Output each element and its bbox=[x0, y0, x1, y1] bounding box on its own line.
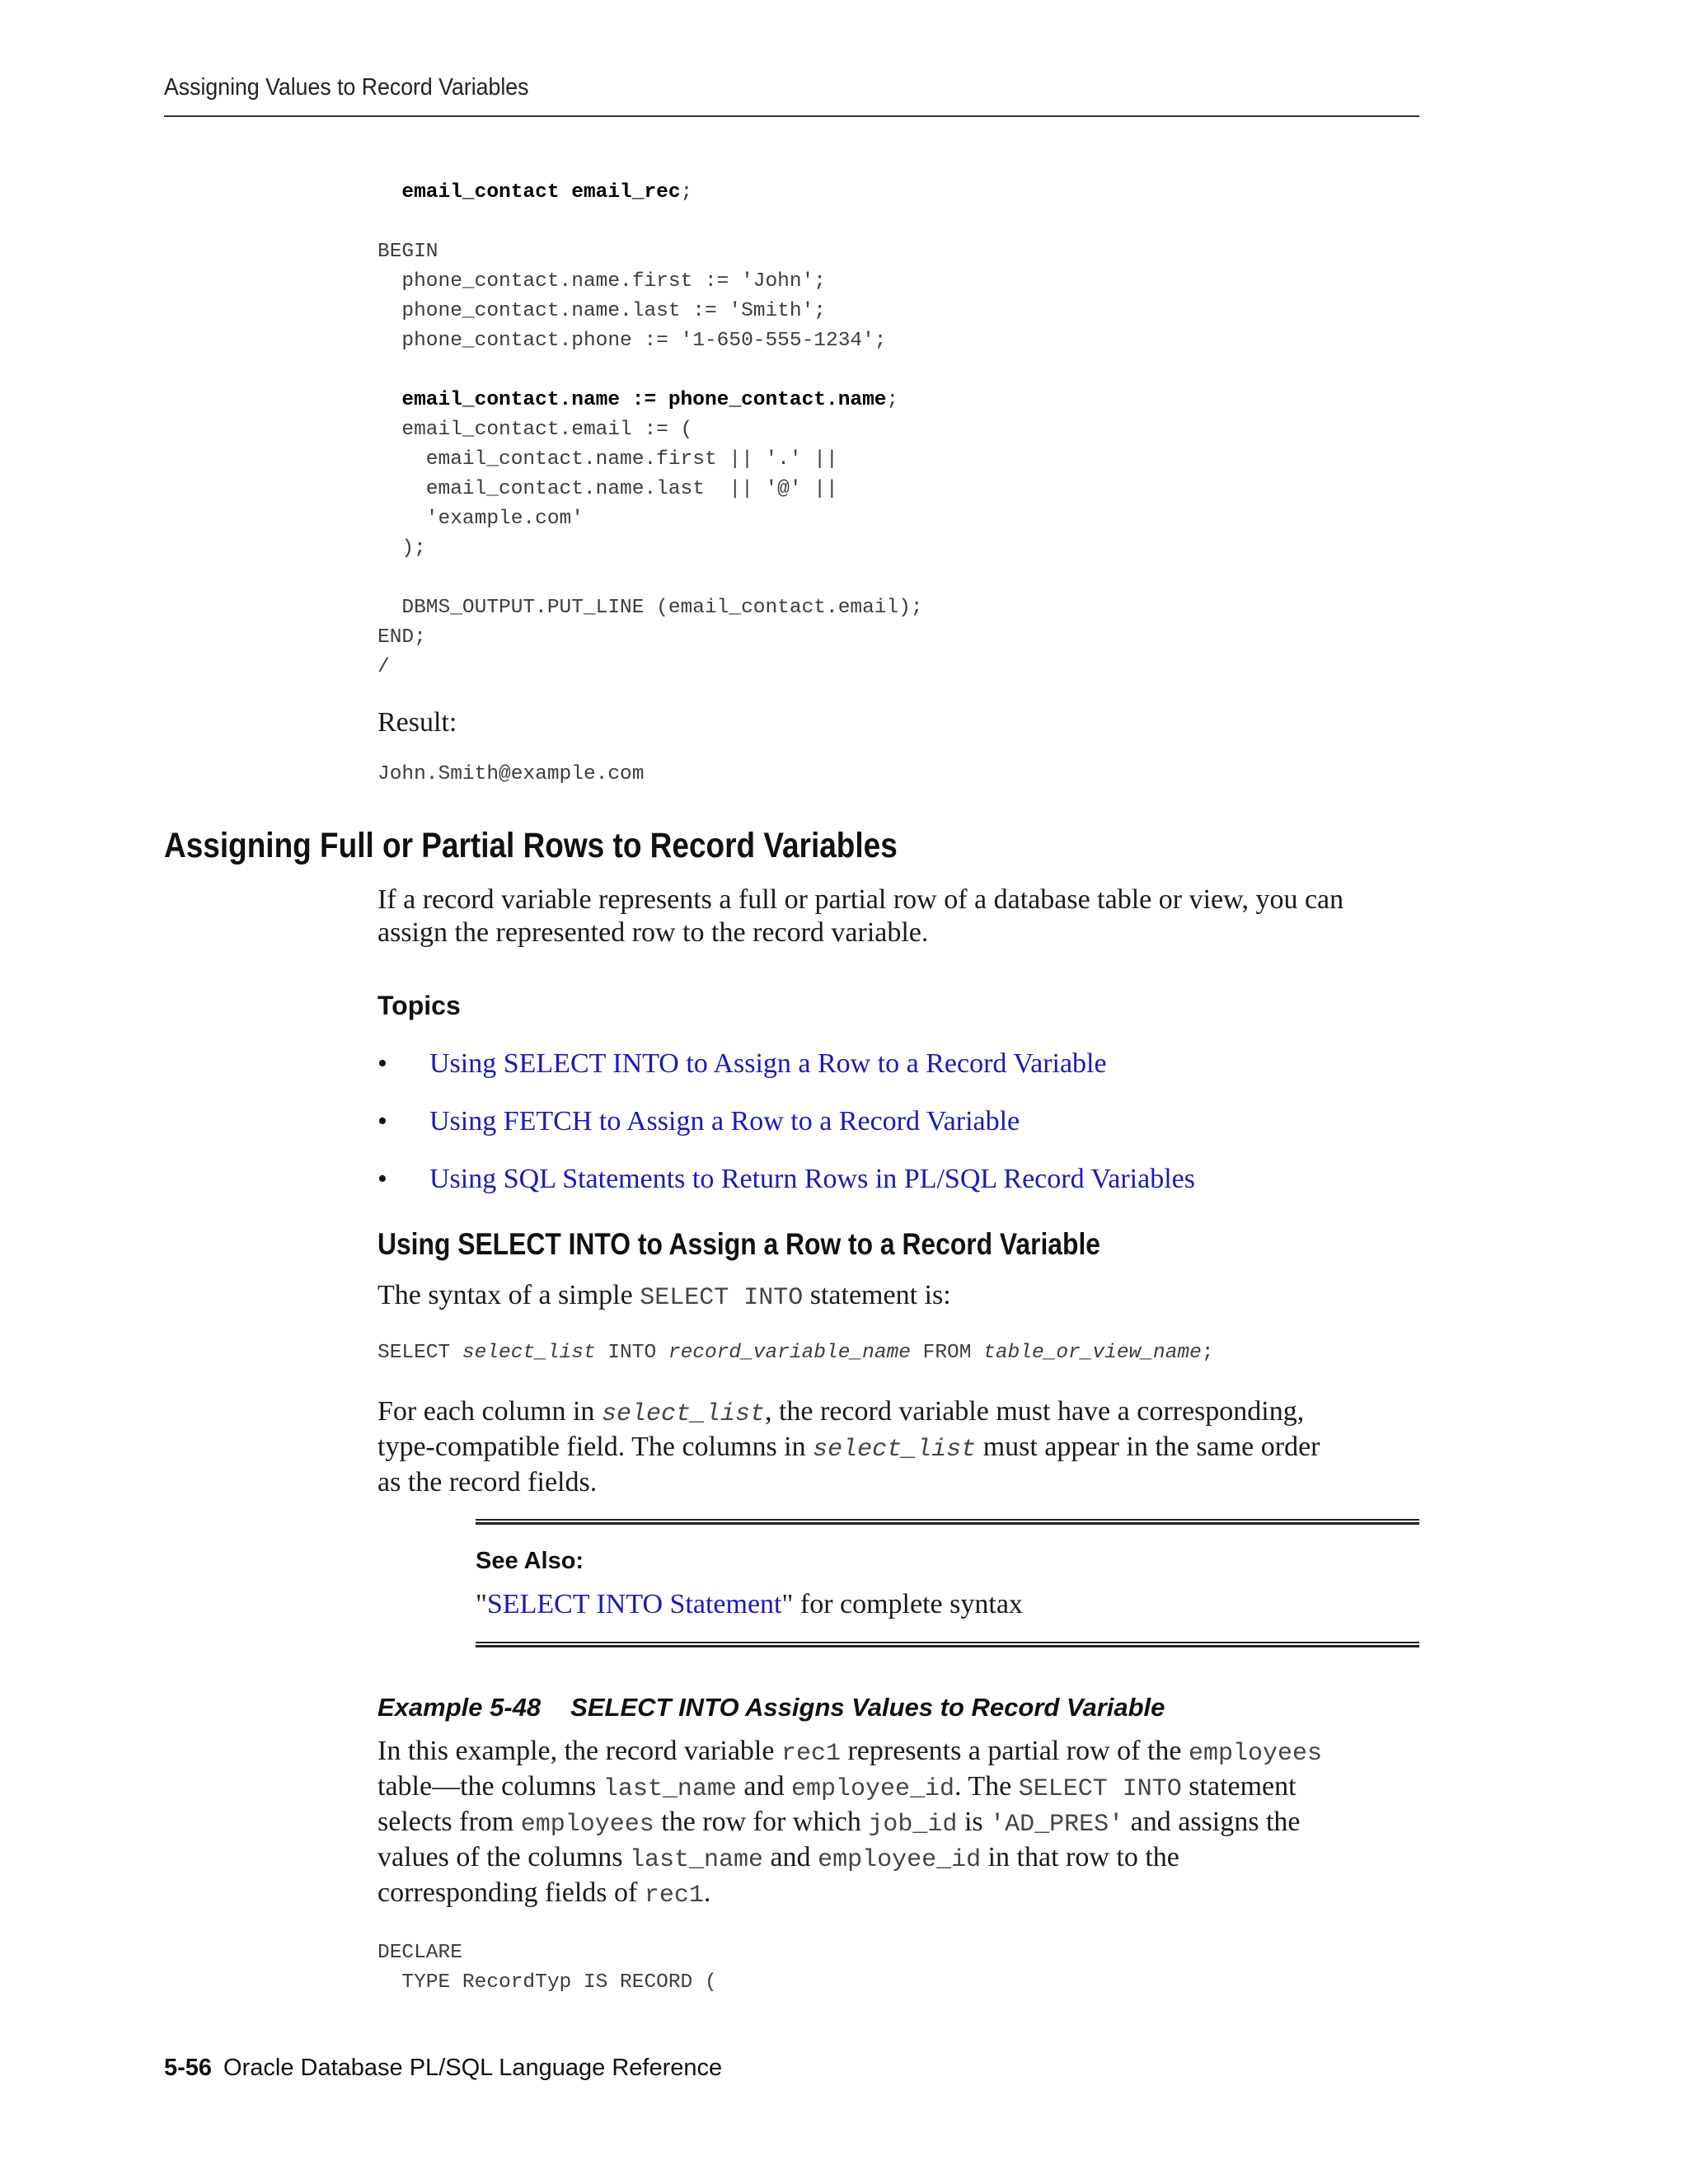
code-line: BEGIN bbox=[377, 241, 438, 263]
ex-l2-b: and bbox=[736, 1771, 791, 1802]
code-line-suffix: ; bbox=[886, 389, 899, 411]
running-header: Assigning Values to Record Variables bbox=[164, 74, 529, 101]
ex-code-employees-2: employees bbox=[520, 1811, 654, 1839]
intro-line-2: assign the represented row to the record variable. bbox=[377, 917, 929, 948]
see-also-text bbox=[476, 1589, 1023, 1620]
ex-code-rec1-2: rec1 bbox=[644, 1882, 704, 1910]
ex-l4-b: and bbox=[762, 1842, 818, 1872]
p1-e: as the record fields. bbox=[377, 1467, 598, 1497]
book-title: Oracle Database PL/SQL Language Reference bbox=[223, 2055, 723, 2081]
bullet-2: • bbox=[377, 1106, 387, 1137]
bullet-3: • bbox=[377, 1164, 387, 1194]
example-title bbox=[377, 1693, 1165, 1722]
ex-code-job-id: job_id bbox=[868, 1811, 958, 1839]
example-code-block bbox=[377, 1938, 717, 1998]
code-line: phone_contact.name.last := 'Smith'; bbox=[377, 300, 826, 322]
p1-code-select-list: select_list bbox=[601, 1400, 765, 1428]
code-line: email_contact.name := phone_contact.name bbox=[377, 389, 887, 411]
syntax-intro-code: SELECT INTO bbox=[640, 1284, 804, 1312]
result-output: John.Smith@example.com bbox=[377, 763, 645, 785]
code-line: END; bbox=[377, 626, 426, 649]
example-description bbox=[377, 1735, 1424, 1912]
ex-code-select-into: SELECT INTO bbox=[1018, 1775, 1182, 1803]
see-also-link-select-into-statement[interactable]: SELECT INTO Statement bbox=[486, 1589, 782, 1619]
ex-l2-c: . The bbox=[954, 1771, 1019, 1802]
code-line: phone_contact.name.first := 'John'; bbox=[377, 270, 826, 293]
see-also-quote: " bbox=[476, 1589, 487, 1619]
ex-l2-d: statement bbox=[1181, 1771, 1296, 1802]
p1-code-select-list-2: select_list bbox=[813, 1436, 977, 1464]
example-code-line-1: DECLARE bbox=[377, 1942, 462, 1964]
syntax-arg-select-list: select_list bbox=[462, 1342, 596, 1364]
section-heading: Assigning Full or Partial Rows to Record Variables bbox=[164, 826, 898, 865]
ex-l2-a: table—the columns bbox=[377, 1771, 603, 1802]
example-code-line-2: TYPE RecordTyp IS RECORD ( bbox=[377, 1971, 717, 1994]
see-also-top-rule bbox=[476, 1519, 1419, 1525]
p1-a: For each column in bbox=[377, 1396, 602, 1427]
ex-code-ad-pres: 'AD_PRES' bbox=[990, 1811, 1124, 1839]
see-also-rest: " for complete syntax bbox=[781, 1589, 1023, 1619]
syntax-arg-record-var: record_variable_name bbox=[668, 1342, 911, 1364]
section-intro bbox=[377, 883, 1424, 949]
p1-d: must appear in the same order bbox=[976, 1432, 1320, 1462]
ex-code-last-name-2: last_name bbox=[629, 1846, 763, 1874]
syntax-kw-select: SELECT bbox=[377, 1342, 462, 1364]
syntax-line bbox=[377, 1338, 1214, 1368]
syntax-intro bbox=[377, 1279, 1424, 1315]
ex-l4-a: values of the columns bbox=[377, 1842, 630, 1872]
ex-l3-b: the row for which bbox=[654, 1807, 869, 1837]
example-number: Example 5-48 bbox=[377, 1693, 542, 1722]
code-line: 'example.com' bbox=[377, 508, 584, 530]
ex-l1-a: In this example, the record variable bbox=[377, 1736, 781, 1766]
code-line: ); bbox=[377, 537, 426, 560]
select-list-paragraph bbox=[377, 1395, 1424, 1499]
see-also-bottom-rule bbox=[476, 1642, 1419, 1647]
code-line: phone_contact.phone := '1-650-555-1234'; bbox=[377, 330, 887, 352]
code-line: email_contact.name.last || '@' || bbox=[377, 478, 838, 500]
code-line: DBMS_OUTPUT.PUT_LINE (email_contact.email); bbox=[377, 597, 923, 619]
code-block-top bbox=[377, 178, 923, 682]
code-line: email_contact.name.first || '.' || bbox=[377, 448, 838, 471]
topic-link-fetch[interactable]: Using FETCH to Assign a Row to a Record Variable bbox=[429, 1106, 1020, 1137]
code-line: email_contact.email := ( bbox=[377, 419, 693, 441]
ex-code-rec1: rec1 bbox=[781, 1740, 841, 1768]
see-also-label: See Also: bbox=[476, 1548, 584, 1574]
ex-code-employee-id-2: employee_id bbox=[818, 1846, 982, 1874]
result-label: Result: bbox=[377, 707, 457, 738]
syntax-kw-into: INTO bbox=[595, 1342, 668, 1364]
topic-link-select-into[interactable]: Using SELECT INTO to Assign a Row to a Record Variable bbox=[429, 1048, 1107, 1079]
syntax-semicolon: ; bbox=[1201, 1342, 1214, 1364]
ex-l3-a: selects from bbox=[377, 1807, 521, 1837]
subsection-heading: Using SELECT INTO to Assign a Row to a Record Variable bbox=[377, 1227, 1100, 1261]
topic-link-sql-statements[interactable]: Using SQL Statements to Return Rows in PL/SQL Record Variables bbox=[429, 1164, 1195, 1194]
ex-l3-c: is bbox=[957, 1807, 991, 1837]
intro-line-1: If a record variable represents a full or partial row of a database table or view, you can bbox=[377, 884, 1344, 915]
bullet-1: • bbox=[377, 1048, 387, 1079]
header-rule bbox=[164, 115, 1419, 117]
ex-code-last-name: last_name bbox=[603, 1775, 737, 1803]
p1-b: , the record variable must have a corresponding, bbox=[764, 1396, 1305, 1427]
ex-l4-c: in that row to the bbox=[981, 1842, 1179, 1872]
ex-l5-b: . bbox=[703, 1877, 711, 1908]
code-line: email_contact email_rec bbox=[377, 181, 681, 204]
example-title-text: SELECT INTO Assigns Values to Record Variable bbox=[570, 1693, 1165, 1722]
page-footer bbox=[164, 2055, 722, 2082]
syntax-intro-post: statement is: bbox=[803, 1280, 951, 1310]
topics-heading: Topics bbox=[377, 991, 461, 1020]
ex-code-employees: employees bbox=[1188, 1740, 1323, 1768]
ex-l5-a: corresponding fields of bbox=[377, 1877, 645, 1908]
syntax-intro-pre: The syntax of a simple bbox=[377, 1280, 640, 1310]
ex-code-employee-id: employee_id bbox=[790, 1775, 954, 1803]
page-number: 5-56 bbox=[164, 2055, 213, 2081]
ex-l3-d: and assigns the bbox=[1123, 1807, 1301, 1837]
code-line: / bbox=[377, 656, 390, 678]
code-line-suffix: ; bbox=[680, 181, 693, 204]
p1-c: type-compatible field. The columns in bbox=[377, 1432, 814, 1462]
ex-l1-b: represents a partial row of the bbox=[840, 1736, 1189, 1766]
syntax-kw-from: FROM bbox=[910, 1342, 984, 1364]
syntax-arg-table: table_or_view_name bbox=[983, 1342, 1202, 1364]
